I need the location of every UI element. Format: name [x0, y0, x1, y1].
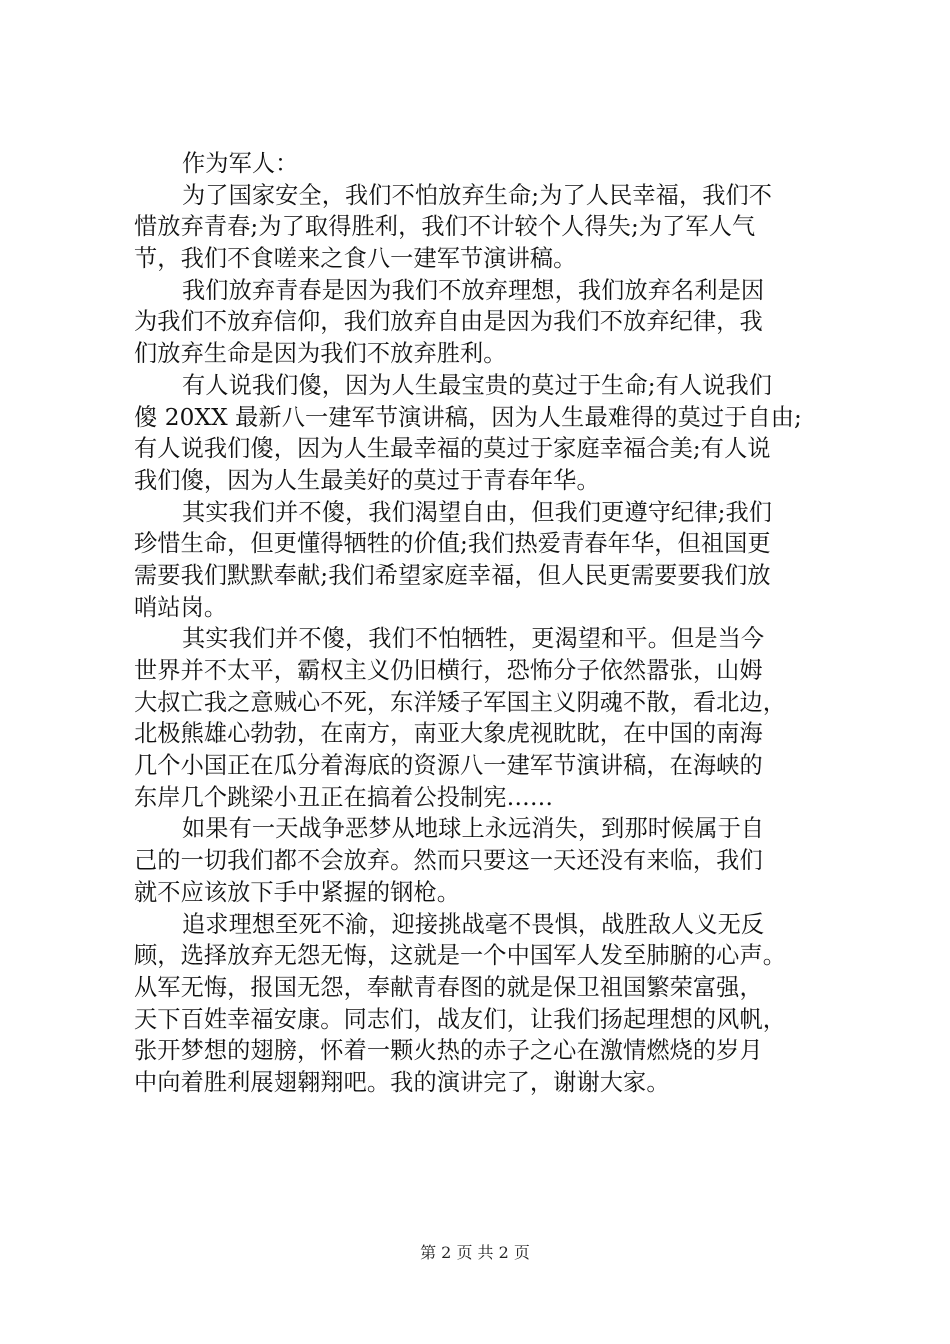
text-line: 东岸几个跳梁小丑正在搞着公投制宪…… — [134, 783, 554, 811]
text-line: 我们放弃青春是因为我们不放弃理想，我们放弃名利是因 — [182, 276, 765, 304]
text-line: 惜放弃青春;为了取得胜利，我们不计较个人得失;为了军人气 — [134, 213, 756, 241]
text-line: 有人说我们傻，因为人生最宝贵的莫过于生命;有人说我们 — [182, 371, 773, 399]
text-line: 如果有一天战争恶梦从地球上永远消失，到那时候属于自 — [182, 815, 765, 843]
text-line: 我们傻，因为人生最美好的莫过于青春年华。 — [134, 466, 600, 494]
text-line: 为我们不放弃信仰，我们放弃自由是因为我们不放弃纪律，我 — [134, 308, 763, 336]
text-line: 就不应该放下手中紧握的钢枪。 — [134, 878, 461, 906]
text-line: 几个小国正在瓜分着海底的资源八一建军节演讲稿，在海峡的 — [134, 752, 763, 780]
text-line: 张开梦想的翅膀，怀着一颗火热的赤子之心在激情燃烧的岁月 — [134, 1037, 763, 1065]
text-line: 珍惜生命，但更懂得牺牲的价值;我们热爱青春年华，但祖国更 — [134, 530, 771, 558]
text-line: 作为军人： — [182, 150, 299, 177]
text-line: 顾，选择放弃无怨无悔，这就是一个中国军人发至肺腑的心声。 — [134, 942, 787, 970]
text-line: 中向着胜利展翅翱翔吧。我的演讲完了，谢谢大家。 — [134, 1068, 670, 1096]
text-line: 己的一切我们都不会放弃。然而只要这一天还没有来临，我们 — [134, 847, 763, 875]
text-line: 追求理想至死不渝，迎接挑战毫不畏惧，战胜敌人义无反 — [182, 910, 765, 938]
text-line: 们放弃生命是因为我们不放弃胜利。 — [134, 340, 507, 368]
text-line: 需要我们默默奉献;我们希望家庭幸福，但人民更需要要我们放 — [134, 561, 771, 589]
text-line: 哨站岗。 — [134, 593, 228, 621]
text-line: 世界并不太平，霸权主义仍旧横行，恐怖分子依然嚣张，山姆 — [134, 657, 763, 684]
text-line: 节，我们不食嗟来之食八一建军节演讲稿。 — [134, 245, 577, 273]
document-body — [134, 148, 834, 1099]
text-line: 其实我们并不傻，我们渴望自由，但我们更遵守纪律;我们 — [182, 498, 773, 526]
text-line: 天下百姓幸福安康。同志们，战友们，让我们扬起理想的风帆， — [134, 1005, 787, 1033]
text-line: 北极熊雄心勃勃，在南方，南亚大象虎视眈眈，在中国的南海 — [134, 720, 763, 748]
text-line: 其实我们并不傻，我们不怕牺牲，更渴望和平。但是当今 — [182, 625, 765, 653]
text-line: 傻 20XX 最新八一建军节演讲稿，因为人生最难得的莫过于自由; — [134, 403, 802, 431]
text-line: 大叔亡我之意贼心不死，东洋矮子军国主义阴魂不散，看北边， — [134, 688, 787, 716]
page-footer: 第 2 页 共 2 页 — [420, 1243, 530, 1262]
text-line: 从军无悔，报国无怨，奉献青春图的就是保卫祖国繁荣富强， — [134, 973, 763, 1001]
text-line: 为了国家安全，我们不怕放弃生命;为了人民幸福，我们不 — [182, 181, 773, 209]
text-line: 有人说我们傻，因为人生最幸福的莫过于家庭幸福合美;有人说 — [134, 435, 771, 463]
